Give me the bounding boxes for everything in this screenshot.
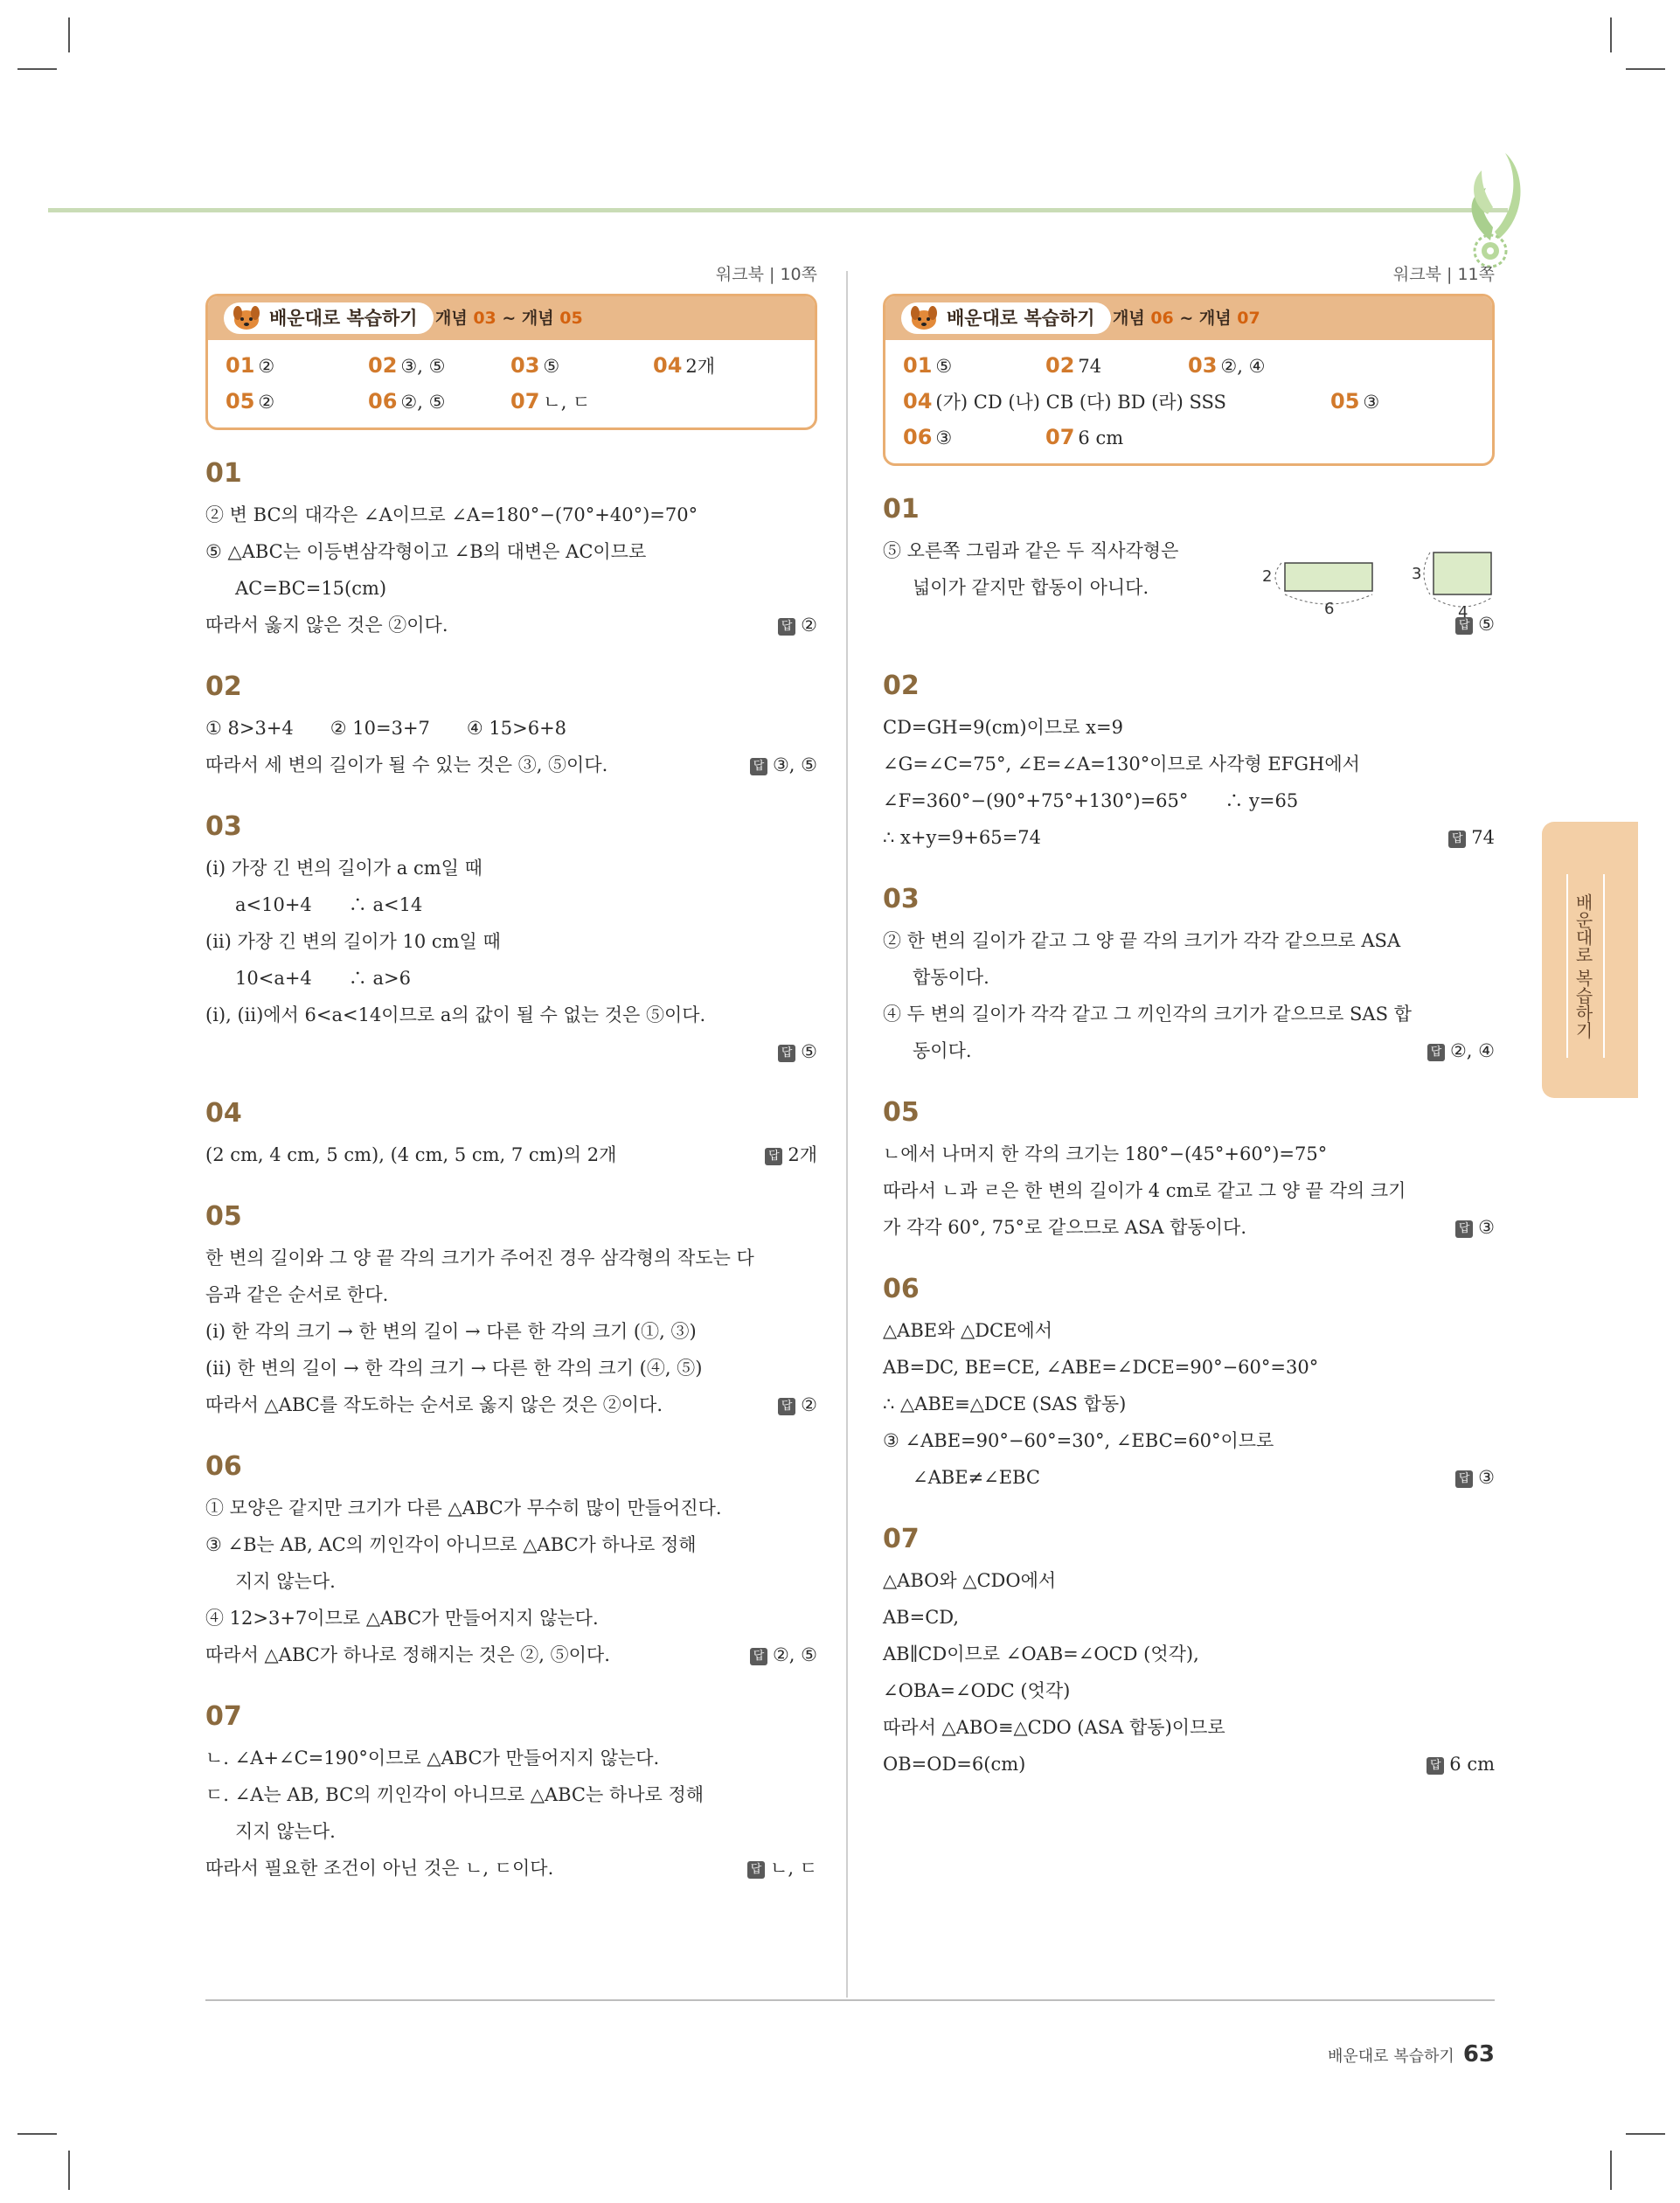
solution-01	[205, 456, 817, 643]
solution-05	[883, 1095, 1495, 1246]
answer-item	[1188, 351, 1330, 381]
problem-number: 05	[883, 1097, 920, 1128]
solution-line	[205, 533, 817, 570]
line-text: ③ ∠ABE=90°−60°=30°, ∠EBC=60°이므로	[883, 1430, 1274, 1451]
solution-line	[883, 1746, 1495, 1783]
concept-range	[435, 296, 583, 340]
crop-mark	[17, 2133, 57, 2135]
crop-mark	[1610, 17, 1612, 52]
review-tag-label: 배운대로 복습하기	[269, 308, 418, 329]
final-answer: 6 cm	[1449, 1754, 1495, 1775]
final-answer: ③, ⑤	[772, 754, 817, 775]
solution-line	[883, 1599, 1495, 1636]
line-text: 지지 않는다.	[235, 1571, 336, 1592]
solution-line	[205, 1313, 817, 1350]
answer-mark	[1455, 1209, 1495, 1246]
answer-mark	[778, 1033, 817, 1070]
answer-item	[510, 386, 653, 417]
line-text: 따라서 △ABC를 작도하는 순서로 옳지 않은 것은 ②이다.	[205, 1394, 663, 1415]
line-text: 지지 않는다.	[235, 1821, 336, 1842]
answer-badge-icon: 답	[1448, 830, 1466, 848]
solutions	[205, 456, 817, 1887]
solution-line	[883, 1349, 1495, 1386]
solution-line	[205, 497, 817, 533]
solution-05	[205, 1199, 817, 1423]
solution-line	[883, 746, 1495, 782]
answer-value: 2개	[685, 356, 716, 377]
answer-number: 07	[1045, 425, 1075, 449]
answer-grid	[885, 340, 1492, 463]
line-text: 음과 같은 순서로 한다.	[205, 1284, 389, 1305]
answer-summary-box	[205, 294, 817, 430]
line-text: 따라서 ㄴ과 ㄹ은 한 변의 길이가 4 cm로 같고 그 양 끝 각의 크기	[883, 1180, 1406, 1201]
rect1-width-label: 6	[1324, 600, 1335, 618]
answer-number: 06	[368, 389, 398, 413]
answer-badge-icon: 답	[1427, 1757, 1444, 1775]
answer-number: 04	[653, 353, 683, 378]
line-text: ∴ x+y=9+65=74	[883, 827, 1041, 848]
final-answer: 74	[1471, 827, 1495, 848]
rect2-width-label: 4	[1458, 603, 1468, 622]
summary-header	[885, 296, 1492, 340]
solution-line	[883, 709, 1495, 746]
answer-number: 03	[1188, 353, 1218, 378]
answer-mark	[747, 1850, 817, 1887]
solution-line	[883, 782, 1495, 819]
solution-line	[883, 1386, 1495, 1422]
line-text: ⑤ △ABC는 이등변삼각형이고 ∠B의 대변은 AC이므로	[205, 541, 647, 562]
answer-value: ②, ④	[1220, 356, 1266, 377]
page-footer	[1267, 2041, 1495, 2067]
solution-line	[205, 1850, 817, 1887]
line-text: (ⅰ), (ⅱ)에서 6<a<14이므로 a의 값이 될 수 없는 것은 ⑤이다.	[205, 1004, 706, 1025]
solution-line	[883, 1032, 1495, 1069]
line-text: △ABE와 △DCE에서	[883, 1320, 1052, 1341]
concept-prefix: 개념	[1113, 309, 1151, 328]
solution-line	[205, 570, 817, 607]
final-answer: ②	[801, 615, 817, 636]
concept-start: 03	[473, 309, 496, 328]
final-answer: ②, ④	[1449, 1040, 1495, 1061]
crop-mark	[68, 17, 70, 52]
solution-line	[205, 1776, 817, 1813]
solution-line	[205, 1240, 817, 1276]
review-tag	[224, 302, 434, 334]
answer-number: 02	[1045, 353, 1075, 378]
answer-value: ③	[935, 427, 953, 448]
line-text: ∠ABE≠∠EBC	[913, 1467, 1040, 1488]
solution-02	[883, 669, 1495, 856]
answer-badge-icon: 답	[778, 1398, 795, 1415]
problem-number: 05	[205, 1201, 242, 1232]
answer-mark	[1427, 1746, 1495, 1783]
workbook-page-ref: 워크북 | 10쪽	[715, 265, 817, 284]
solution-line	[883, 1422, 1495, 1459]
final-answer: ⑤	[801, 1041, 817, 1062]
crop-mark	[1626, 68, 1665, 70]
problem-number: 04	[205, 1098, 242, 1129]
solution-line	[205, 850, 817, 886]
solution-line	[205, 960, 817, 997]
line-text: 따라서 옳지 않은 것은 ②이다.	[205, 615, 448, 636]
problem-number: 07	[883, 1524, 920, 1554]
final-answer: ②, ⑤	[772, 1644, 817, 1665]
answer-grid	[208, 340, 815, 427]
answer-number: 01	[226, 353, 255, 378]
left-column	[205, 262, 817, 1887]
line-text: 한 변의 길이와 그 양 끝 각의 크기가 주어진 경우 삼각형의 작도는 다	[205, 1247, 754, 1268]
solution-line	[883, 819, 1495, 856]
rect2-height-label: 3	[1412, 565, 1422, 583]
answer-item	[1330, 386, 1473, 417]
page-number: 63	[1462, 2041, 1495, 2067]
side-tab-label: 배운대로 복습하기	[1572, 893, 1593, 1039]
answer-number: 05	[226, 389, 255, 413]
answer-badge-icon: 답	[1455, 617, 1473, 635]
problem-number: 02	[205, 671, 242, 702]
final-answer: ③	[1478, 1467, 1495, 1488]
line-text: 따라서 △ABC가 하나로 정해지는 것은 ②, ⑤이다.	[205, 1644, 610, 1665]
concept-mid: ~ 개념	[496, 309, 560, 328]
problem-number: 06	[205, 1451, 242, 1482]
problem-number: 01	[205, 458, 242, 489]
solution-line	[205, 1386, 817, 1423]
line-text: ∠G=∠C=75°, ∠E=∠A=130°이므로 사각형 EFGH에서	[883, 754, 1360, 775]
solution-line	[205, 710, 817, 747]
answer-value: (가) CD (나) CB (다) BD (라) SSS	[935, 392, 1226, 413]
answer-number: 02	[368, 353, 398, 378]
answer-item	[510, 351, 653, 381]
line-text: AB=CD,	[883, 1607, 960, 1628]
final-answer: ②	[801, 1394, 817, 1415]
answer-value: ㄴ, ㄷ	[543, 392, 591, 413]
line-text: ㄷ. ∠A는 AB, BC의 끼인각이 아니므로 △ABC는 하나로 정해	[205, 1784, 705, 1805]
answer-item	[1330, 351, 1473, 381]
line-text: ④ 12>3+7이므로 △ABC가 만들어지지 않는다.	[205, 1608, 599, 1629]
review-tag-label: 배운대로 복습하기	[947, 308, 1095, 329]
footer-label: 배운대로 복습하기	[1327, 2047, 1454, 2066]
line-text: ㄴ에서 나머지 한 각의 크기는 180°−(45°+60°)=75°	[883, 1143, 1328, 1164]
solution-line	[205, 747, 817, 783]
answer-item	[1045, 422, 1188, 453]
solution-line	[205, 1563, 817, 1600]
answer-badge-icon: 답	[750, 758, 767, 775]
solution-line	[883, 1709, 1495, 1746]
final-answer: ⑤	[1478, 614, 1495, 635]
answer-badge-icon: 답	[747, 1861, 765, 1879]
final-answer: ③	[1478, 1217, 1495, 1238]
rectangles-figure	[1259, 544, 1495, 627]
answer-value: 74	[1078, 356, 1102, 377]
answer-badge-icon: 답	[778, 618, 795, 636]
concept-range	[1113, 296, 1260, 340]
solution-line	[883, 1136, 1495, 1172]
solution-line	[205, 1637, 817, 1673]
concept-end: 07	[1237, 309, 1260, 328]
solution-line	[205, 1033, 817, 1070]
solution-line	[883, 1209, 1495, 1246]
answer-mark	[1448, 819, 1495, 856]
line-text: 합동이다.	[913, 967, 989, 988]
answer-value: ②	[258, 356, 275, 377]
line-text: (ⅰ) 가장 긴 변의 길이가 a cm일 때	[205, 858, 482, 879]
header-rule	[48, 208, 1508, 212]
answer-badge-icon: 답	[765, 1148, 782, 1165]
right-column	[883, 262, 1495, 1783]
solution-line	[205, 1740, 817, 1776]
line-text: ∠OBA=∠ODC (엇각)	[883, 1680, 1071, 1701]
concept-end: 05	[559, 309, 583, 328]
answer-badge-icon: 답	[1455, 1470, 1473, 1488]
line-text: 따라서 세 변의 길이가 될 수 있는 것은 ③, ⑤이다.	[205, 754, 608, 775]
line-text: ∠F=360°−(90°+75°+130°)=65° ∴ y=65	[883, 790, 1299, 811]
solution-line	[883, 959, 1495, 996]
answer-value: ②, ⑤	[400, 392, 446, 413]
line-text: OB=OD=6(cm)	[883, 1754, 1026, 1775]
answer-mark	[765, 1136, 817, 1173]
answer-number: 04	[903, 389, 933, 413]
answer-item	[903, 386, 1330, 417]
column-divider	[846, 271, 848, 1998]
answer-number: 06	[903, 425, 933, 449]
solution-03	[883, 882, 1495, 1069]
answer-mark	[1455, 1459, 1495, 1496]
solution-line	[883, 1459, 1495, 1496]
answer-value: 6 cm	[1078, 427, 1124, 448]
solution-line	[883, 996, 1495, 1032]
line-text: ③ ∠B는 AB, AC의 끼인각이 아니므로 △ABC가 하나로 정해	[205, 1534, 697, 1555]
line-text: ② 한 변의 길이가 같고 그 양 끝 각의 크기가 각각 같으므로 ASA	[883, 930, 1401, 951]
solution-06	[205, 1449, 817, 1673]
answer-value: ②	[258, 392, 275, 413]
answer-number: 05	[1330, 389, 1360, 413]
crop-mark	[1626, 2133, 1665, 2135]
solution-line	[205, 1276, 817, 1313]
line-text: ② 변 BC의 대각은 ∠A이므로 ∠A=180°−(70°+40°)=70°	[205, 504, 698, 525]
solution-line	[883, 1312, 1495, 1349]
answer-number: 07	[510, 389, 540, 413]
solution-line	[205, 1350, 817, 1386]
answer-badge-icon: 답	[778, 1045, 795, 1062]
solution-line	[883, 1672, 1495, 1709]
answer-mark	[778, 607, 817, 643]
solutions	[883, 492, 1495, 1783]
concept-mid: ~ 개념	[1173, 309, 1238, 328]
problem-number: 07	[205, 1701, 242, 1732]
line-text: (ⅱ) 한 변의 길이 → 한 각의 크기 → 다른 한 각의 크기 (④, ⑤)	[205, 1358, 703, 1379]
workbook-page-ref: 워크북 | 11쪽	[1392, 265, 1495, 284]
solution-line	[205, 1813, 817, 1850]
answer-number: 01	[903, 353, 933, 378]
rect1-height-label: 2	[1262, 567, 1273, 586]
solution-line	[205, 886, 817, 923]
solution-line	[205, 607, 817, 643]
line-text: 10<a+4 ∴ a>6	[235, 968, 411, 989]
solution-03	[205, 810, 817, 1070]
answer-mark	[778, 1386, 817, 1423]
solution-line	[883, 922, 1495, 959]
answer-item	[226, 386, 368, 417]
answer-mark	[750, 1637, 817, 1673]
side-tab	[1542, 822, 1638, 1098]
line-text: CD=GH=9(cm)이므로 x=9	[883, 717, 1123, 738]
answer-badge-icon: 답	[750, 1648, 767, 1665]
line-text: 넓이가 같지만 합동이 아니다.	[913, 577, 1149, 598]
answer-item	[903, 351, 1045, 381]
line-text: ㄴ. ∠A+∠C=190°이므로 △ABC가 만들어지지 않는다.	[205, 1748, 660, 1769]
solution-line	[205, 1526, 817, 1563]
final-answer: 2개	[788, 1144, 817, 1165]
dog-mascot-icon	[906, 304, 941, 332]
answer-item	[903, 422, 1045, 453]
line-text: ④ 두 변의 길이가 각각 같고 그 끼인각의 크기가 같으므로 SAS 합	[883, 1004, 1412, 1025]
concept-start: 06	[1150, 309, 1174, 328]
answer-mark	[1427, 1032, 1495, 1069]
answer-item	[226, 351, 368, 381]
problem-number: 02	[883, 671, 920, 701]
solution-line	[205, 1490, 817, 1526]
concept-prefix: 개념	[435, 309, 474, 328]
answer-item	[368, 351, 510, 381]
review-tag	[901, 302, 1111, 334]
solution-line	[883, 1172, 1495, 1209]
answer-badge-icon: 답	[1455, 1220, 1473, 1238]
solution-line	[883, 1636, 1495, 1672]
answer-value: ③	[1363, 392, 1380, 413]
line-text: (2 cm, 4 cm, 5 cm), (4 cm, 5 cm, 7 cm)의 2개	[205, 1144, 617, 1165]
line-text: △ABO와 △CDO에서	[883, 1570, 1057, 1591]
line-text: AC=BC=15(cm)	[235, 578, 387, 599]
line-text: ∴ △ABE≡△DCE (SAS 합동)	[883, 1393, 1127, 1414]
solution-07	[205, 1699, 817, 1887]
dog-mascot-icon	[229, 304, 264, 332]
problem-number: 03	[883, 884, 920, 914]
footer-rule	[205, 1999, 1495, 2001]
answer-value: ⑤	[935, 356, 953, 377]
crop-mark	[68, 2151, 70, 2190]
problem-number: 01	[883, 494, 920, 525]
answer-item	[653, 351, 795, 381]
answer-mark	[750, 747, 817, 783]
solution-line	[205, 923, 817, 960]
line-text: AB=DC, BE=CE, ∠ABE=∠DCE=90°−60°=30°	[883, 1357, 1319, 1378]
line-text: (ⅰ) 한 각의 크기 → 한 변의 길이 → 다른 한 각의 크기 (①, ③)	[205, 1321, 697, 1342]
crop-mark	[1610, 2151, 1612, 2190]
answer-summary-box	[883, 294, 1495, 466]
answer-number: 03	[510, 353, 540, 378]
problem-number: 06	[883, 1274, 920, 1304]
answer-value: ⑤	[543, 356, 560, 377]
final-answer: ㄴ, ㄷ	[770, 1858, 817, 1879]
answer-value: ③, ⑤	[400, 356, 446, 377]
answer-item	[1045, 351, 1188, 381]
answer-badge-icon: 답	[1427, 1044, 1445, 1061]
line-text: ① 모양은 같지만 크기가 다른 △ABC가 무수히 많이 만들어진다.	[205, 1498, 722, 1518]
line-text: a<10+4 ∴ a<14	[235, 894, 423, 915]
solution-line	[205, 1600, 817, 1637]
line-text: 따라서 필요한 조건이 아닌 것은 ㄴ, ㄷ이다.	[205, 1858, 554, 1879]
line-text: ① 8>3+4 ② 10=3+7 ④ 15>6+8	[205, 718, 567, 739]
summary-header	[208, 296, 815, 340]
line-text: AB∥CD이므로 ∠OAB=∠OCD (엇각),	[883, 1644, 1199, 1664]
line-text: (ⅱ) 가장 긴 변의 길이가 10 cm일 때	[205, 931, 501, 952]
line-text: 동이다.	[913, 1040, 972, 1061]
answer-item	[368, 386, 510, 417]
solution-04	[205, 1096, 817, 1173]
line-text: ⑤ 오른쪽 그림과 같은 두 직사각형은	[883, 540, 1179, 561]
solution-line	[205, 1136, 817, 1173]
solution-07	[883, 1522, 1495, 1783]
solution-02	[205, 670, 817, 783]
problem-number: 03	[205, 811, 242, 842]
line-text: 가 각각 60°, 75°로 같으므로 ASA 합동이다.	[883, 1217, 1246, 1238]
solution-06	[883, 1272, 1495, 1496]
crop-mark	[17, 68, 57, 70]
line-text: 따라서 △ABO≡△CDO (ASA 합동)이므로	[883, 1717, 1225, 1738]
solution-line	[205, 997, 817, 1033]
solution-line	[883, 1562, 1495, 1599]
leaf-ornament-icon	[1451, 144, 1530, 275]
